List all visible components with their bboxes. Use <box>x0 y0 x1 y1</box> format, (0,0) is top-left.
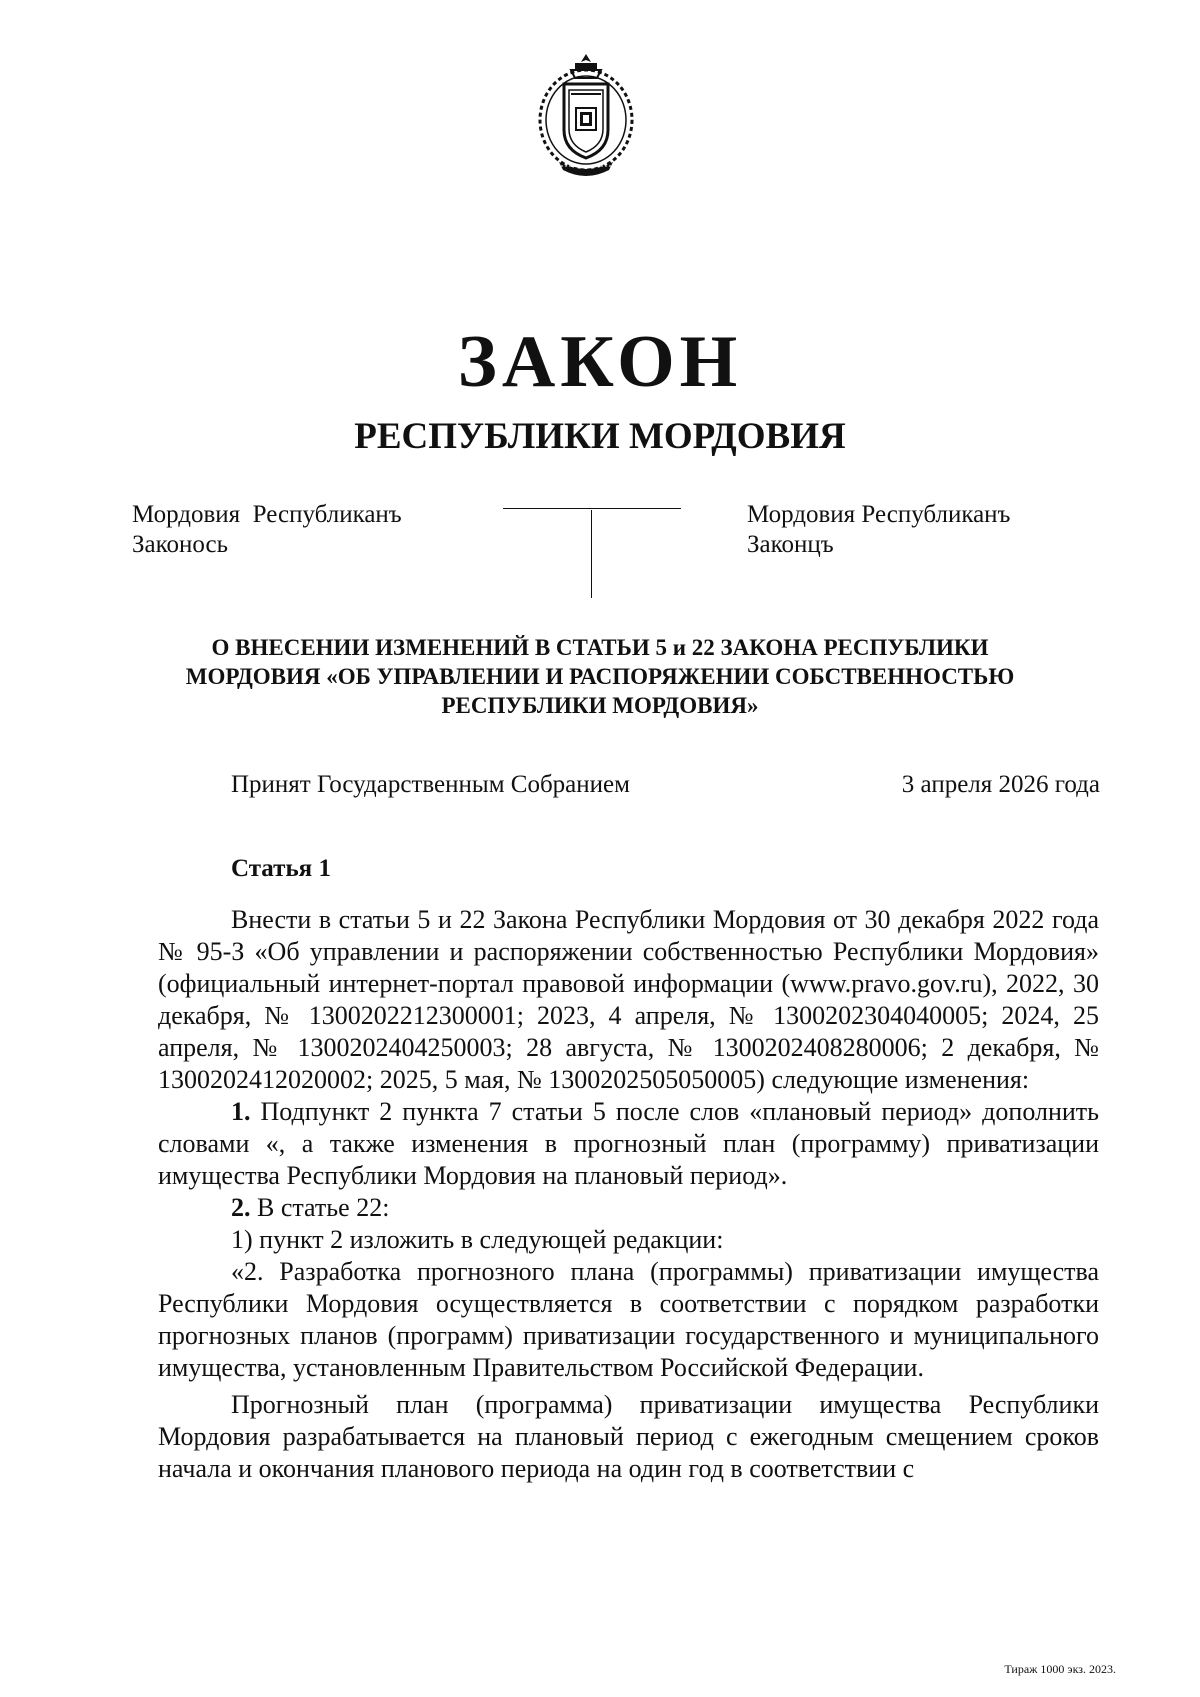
item-2-number: 2. <box>231 1193 251 1222</box>
quote-paragraph-2: Прогнозный план (программа) приватизации имущества Республики Мордовия разрабатывается на плановый период с ежегодным смещением сроков начала и окончания планового периода на один год в соответствии с <box>158 1390 1099 1483</box>
quote-paragraph-1: «2. Разработка прогнозного плана (программы) приватизации имущества Республики Мордовия осуществляется в соответствии с порядком разработки прогнозных планов (программ) приватизации государственного и муниципального имущества, установленным Правительством Российской Федерации. <box>158 1257 1099 1382</box>
article-intro: Внести в статьи 5 и 22 Закона Республики Мордовия от 30 декабря 2022 года № 95-З «Об управлении и распоряжении собственностью Республики Мордовия» (официальный интернет-портал правовой информации (www.pravo.gov.ru), 2022, 30 декабря, № 1300202212300001; 2023, 4 апреля, № 1300202304040005; 2024, 25 апреля, № 1300202404250003; 28 августа, № 1300202408280006; 2 декабря, № 1300202412020002; 2025, 5 мая, № 1300202505050005) следующие изменения: <box>158 905 1099 1094</box>
separator-line <box>591 510 592 598</box>
document-subtitle: РЕСПУБЛИКИ МОРДОВИЯ <box>354 416 846 457</box>
adopted-date: 3 апреля 2026 года <box>901 771 1100 798</box>
article-body <box>158 904 1099 1485</box>
item-2-text: В статье 22: <box>250 1193 390 1222</box>
item-1-number: 1. <box>231 1097 251 1126</box>
item-1 <box>158 1096 1099 1192</box>
date-line <box>503 508 681 509</box>
item-1-text: Подпункт 2 пункта 7 статьи 5 после слов «плановый период» дополнить словами «, а также изменения в прогнозный план (программу) приватизации имущества Республики Мордовия на плановый период». <box>158 1097 1099 1190</box>
erzya-line-1: Мордовия Республиканъ <box>747 501 1011 528</box>
document-title: ЗАКОН <box>457 321 743 403</box>
coat-of-arms-icon <box>531 50 641 185</box>
moksha-heading <box>132 500 402 560</box>
print-run-note: Тираж 1000 экз. 2023. <box>1004 1662 1116 1676</box>
moksha-line-1: Мордовия Республиканъ <box>132 501 402 528</box>
article-heading: Статья 1 <box>231 855 331 882</box>
law-name: О ВНЕСЕНИИ ИЗМЕНЕНИЙ В СТАТЬИ 5 и 22 ЗАКОНА РЕСПУБЛИКИ МОРДОВИЯ «ОБ УПРАВЛЕНИИ И РАСПОРЯЖЕНИИ СОБСТВЕННОСТЬЮ РЕСПУБЛИКИ МОРДОВИЯ» <box>185 635 1015 718</box>
erzya-heading <box>747 500 1011 560</box>
adopted-by: Принят Государственным Собранием <box>231 771 630 798</box>
erzya-line-2: Законцъ <box>747 531 834 558</box>
item-2 <box>158 1192 1099 1224</box>
signature-number-field <box>503 508 681 600</box>
sub-item-1: 1) пункт 2 изложить в следующей редакции: <box>231 1225 724 1254</box>
moksha-line-2: Законось <box>132 531 228 558</box>
